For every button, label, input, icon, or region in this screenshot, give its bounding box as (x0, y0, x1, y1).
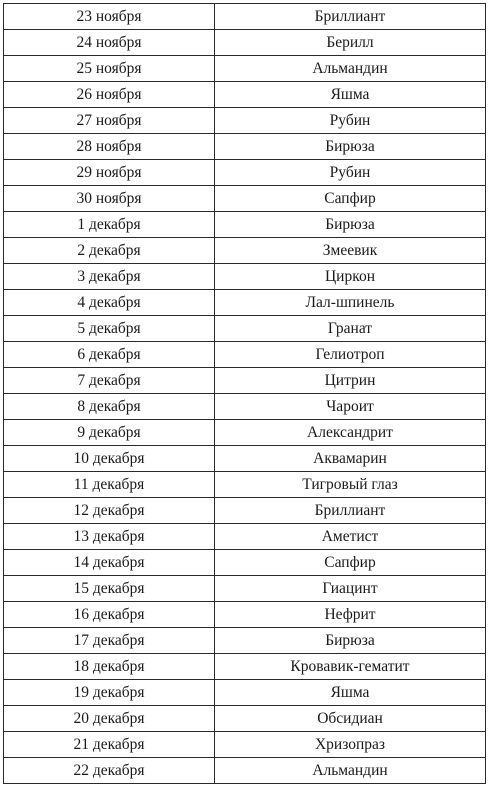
table-body (4, 4, 486, 784)
stone-cell: Аметист (215, 524, 486, 550)
table-row (4, 472, 486, 498)
date-cell: 11 декабря (4, 472, 215, 498)
stone-cell: Александрит (215, 420, 486, 446)
table-row (4, 576, 486, 602)
stone-cell: Лал-шпинель (215, 290, 486, 316)
table-row (4, 732, 486, 758)
table-row (4, 394, 486, 420)
stone-cell: Гелиотроп (215, 342, 486, 368)
stone-cell: Тигровый глаз (215, 472, 486, 498)
date-cell: 26 ноября (4, 82, 215, 108)
table-row (4, 290, 486, 316)
date-cell: 8 декабря (4, 394, 215, 420)
stone-cell: Берилл (215, 30, 486, 56)
date-cell: 16 декабря (4, 602, 215, 628)
date-cell: 3 декабря (4, 264, 215, 290)
table-row (4, 420, 486, 446)
stone-cell: Сапфир (215, 550, 486, 576)
table-row (4, 446, 486, 472)
date-cell: 30 ноября (4, 186, 215, 212)
table-row (4, 342, 486, 368)
stone-cell: Циркон (215, 264, 486, 290)
date-cell: 5 декабря (4, 316, 215, 342)
date-cell: 27 ноября (4, 108, 215, 134)
stone-cell: Цитрин (215, 368, 486, 394)
date-cell: 15 декабря (4, 576, 215, 602)
date-cell: 2 декабря (4, 238, 215, 264)
date-cell: 24 ноября (4, 30, 215, 56)
stone-cell: Рубин (215, 160, 486, 186)
table-row (4, 4, 486, 30)
table-row (4, 550, 486, 576)
date-cell: 28 ноября (4, 134, 215, 160)
date-cell: 18 декабря (4, 654, 215, 680)
date-cell: 22 декабря (4, 758, 215, 784)
date-cell: 13 декабря (4, 524, 215, 550)
table-row (4, 238, 486, 264)
date-cell: 12 декабря (4, 498, 215, 524)
table-row (4, 134, 486, 160)
table-row (4, 82, 486, 108)
stone-cell: Альмандин (215, 56, 486, 82)
stone-cell: Нефрит (215, 602, 486, 628)
stone-cell: Чароит (215, 394, 486, 420)
date-cell: 17 декабря (4, 628, 215, 654)
table-row (4, 628, 486, 654)
stone-cell: Змеевик (215, 238, 486, 264)
table-row (4, 368, 486, 394)
stone-cell: Яшма (215, 680, 486, 706)
date-cell: 23 ноября (4, 4, 215, 30)
birthstone-table (3, 3, 486, 784)
date-cell: 21 декабря (4, 732, 215, 758)
table-row (4, 56, 486, 82)
stone-cell: Бриллиант (215, 498, 486, 524)
table-row (4, 758, 486, 784)
date-cell: 6 декабря (4, 342, 215, 368)
table-row (4, 680, 486, 706)
table-row (4, 30, 486, 56)
stone-cell: Бриллиант (215, 4, 486, 30)
date-cell: 20 декабря (4, 706, 215, 732)
stone-cell: Яшма (215, 82, 486, 108)
table-row (4, 706, 486, 732)
date-cell: 1 декабря (4, 212, 215, 238)
table-row (4, 524, 486, 550)
stone-cell: Гранат (215, 316, 486, 342)
table-row (4, 160, 486, 186)
date-cell: 10 декабря (4, 446, 215, 472)
stone-cell: Бирюза (215, 628, 486, 654)
table-row (4, 212, 486, 238)
date-cell: 9 декабря (4, 420, 215, 446)
stone-cell: Обсидиан (215, 706, 486, 732)
date-cell: 25 ноября (4, 56, 215, 82)
table-row (4, 654, 486, 680)
stone-cell: Кровавик-гематит (215, 654, 486, 680)
table-row (4, 108, 486, 134)
date-cell: 4 декабря (4, 290, 215, 316)
stone-cell: Бирюза (215, 134, 486, 160)
date-cell: 19 декабря (4, 680, 215, 706)
table-row (4, 186, 486, 212)
stone-cell: Сапфир (215, 186, 486, 212)
stone-cell: Альмандин (215, 758, 486, 784)
table-row (4, 602, 486, 628)
date-cell: 29 ноября (4, 160, 215, 186)
birthstone-table-container (3, 3, 485, 784)
stone-cell: Хризопраз (215, 732, 486, 758)
table-row (4, 316, 486, 342)
stone-cell: Гиацинт (215, 576, 486, 602)
table-row (4, 264, 486, 290)
stone-cell: Аквамарин (215, 446, 486, 472)
stone-cell: Бирюза (215, 212, 486, 238)
date-cell: 7 декабря (4, 368, 215, 394)
stone-cell: Рубин (215, 108, 486, 134)
date-cell: 14 декабря (4, 550, 215, 576)
table-row (4, 498, 486, 524)
